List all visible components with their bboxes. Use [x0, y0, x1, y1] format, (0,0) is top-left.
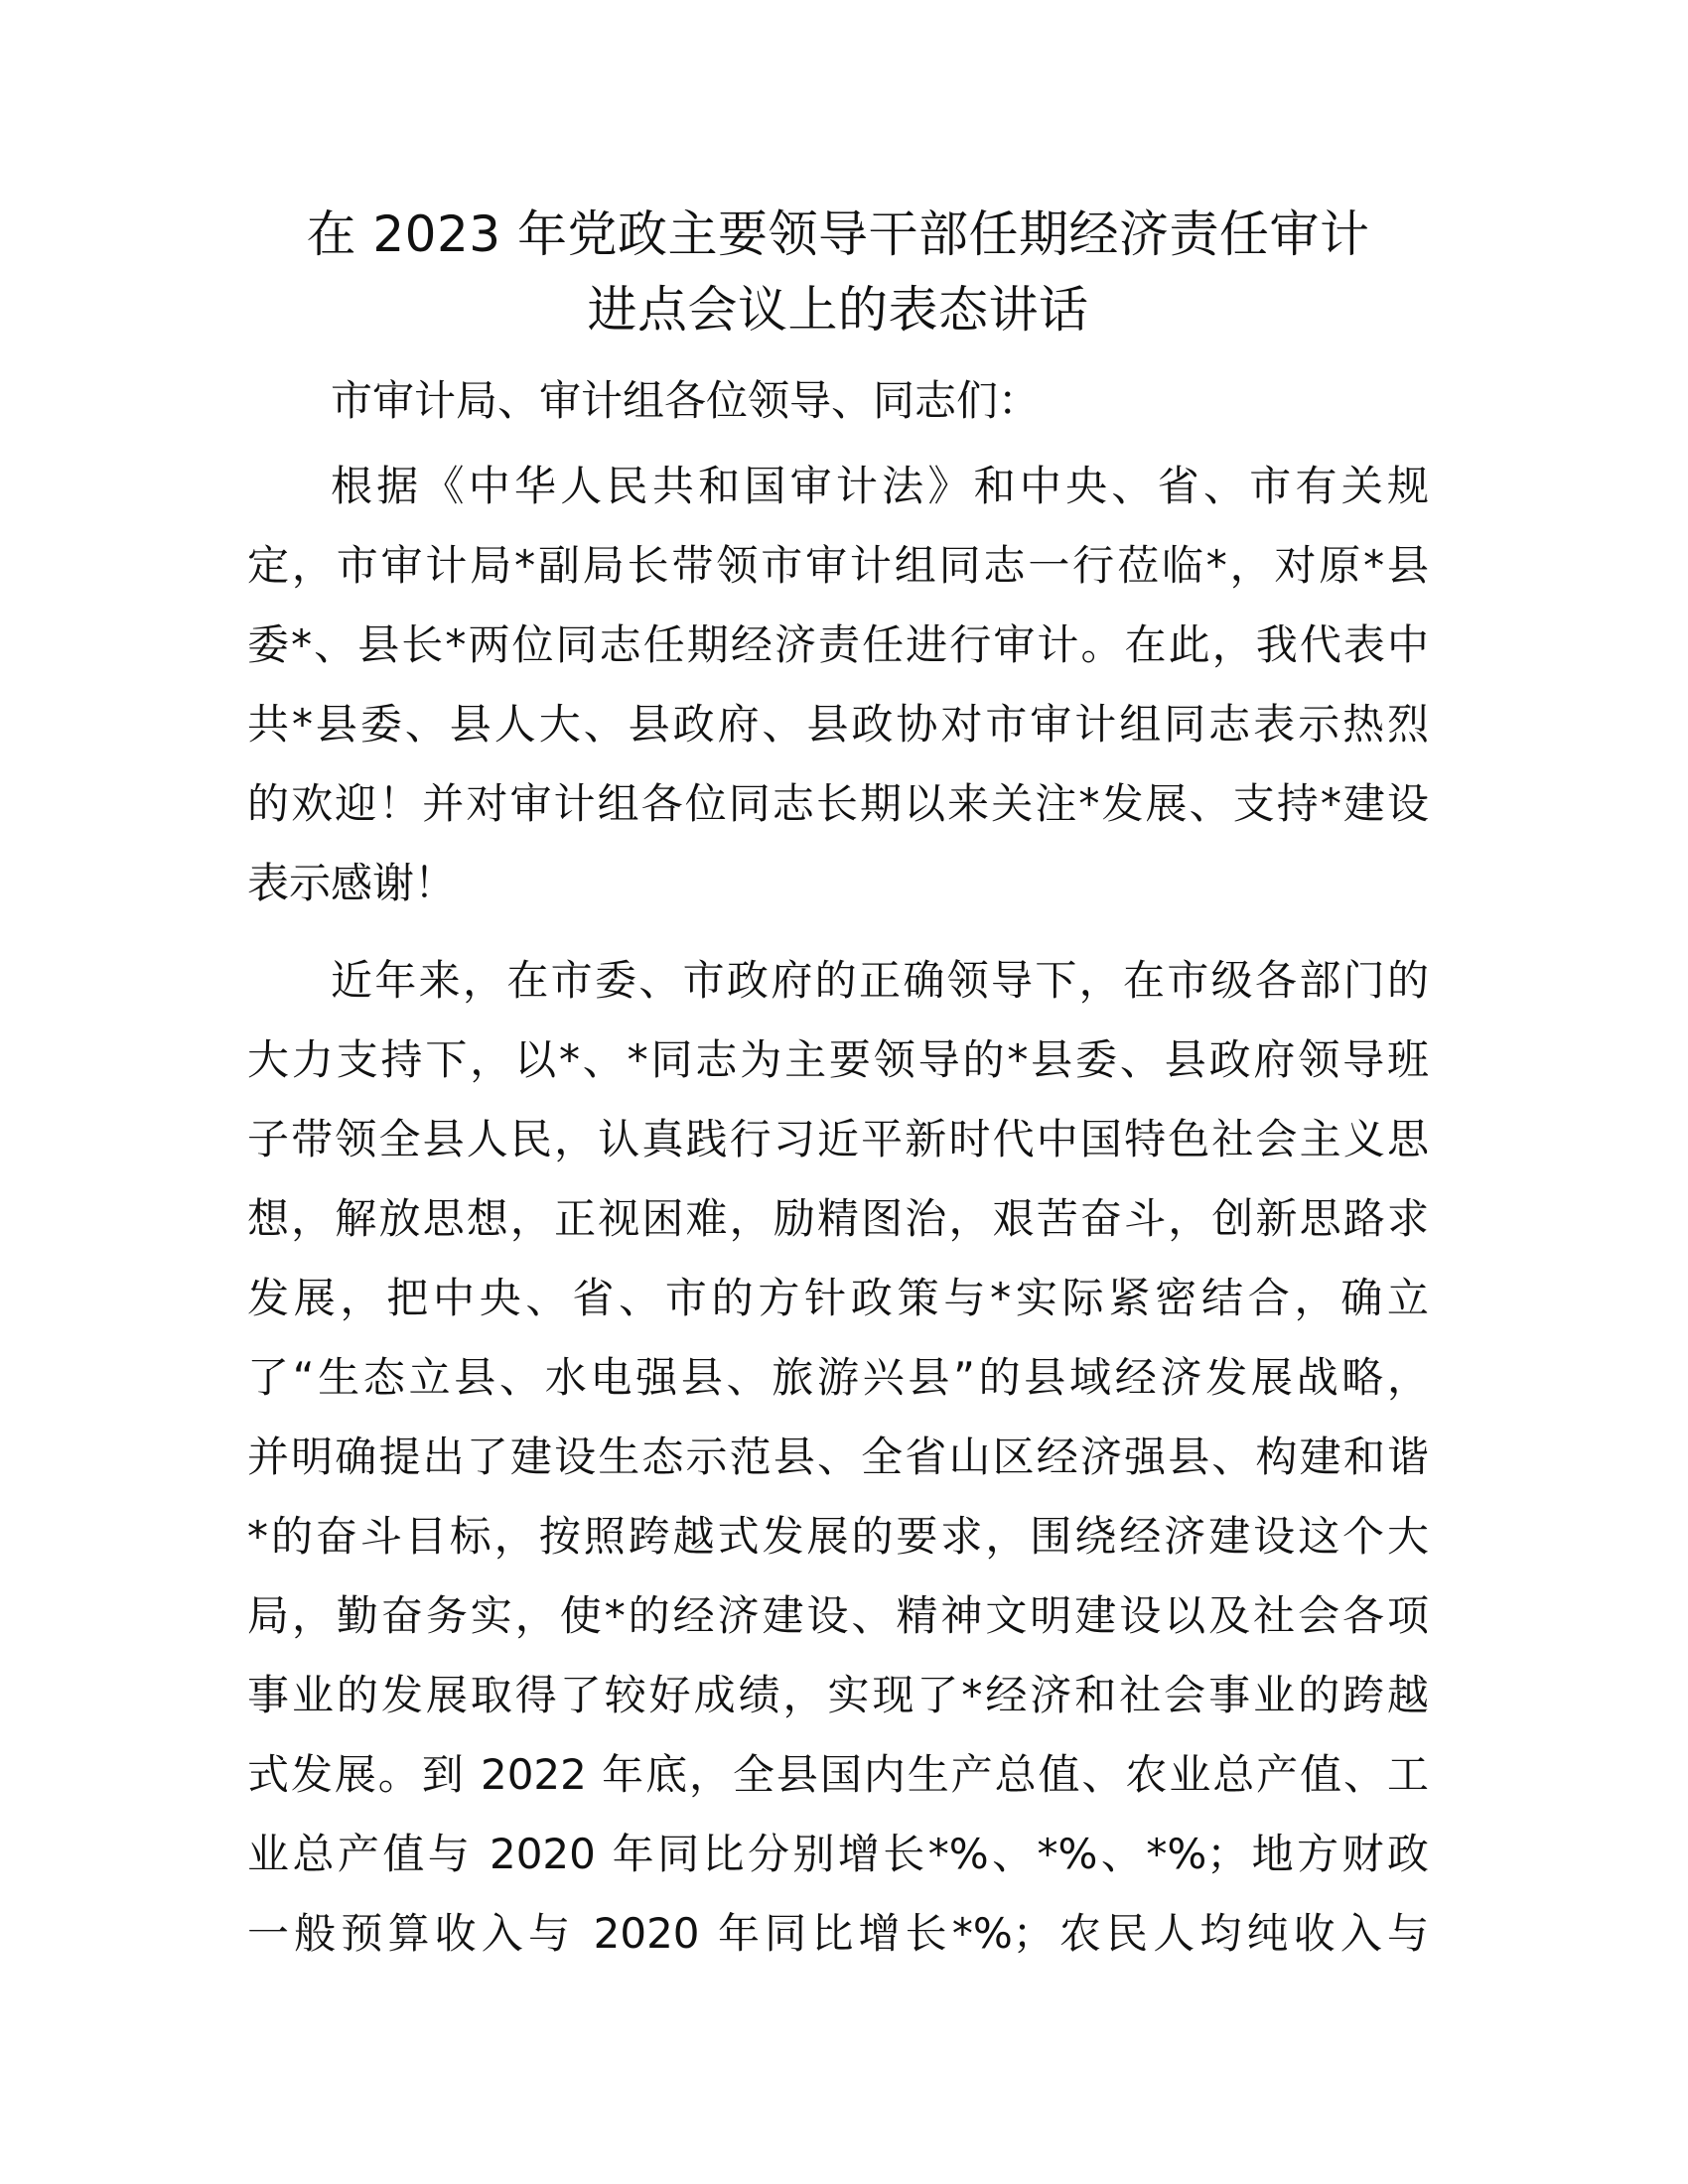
paragraph-line: 想，解放思想，正视困难，励精图治，艰苦奋斗，创新思路求: [247, 1194, 1429, 1243]
paragraph-line: 的欢迎！并对审计组各位同志长期以来关注*发展、支持*建设: [247, 779, 1429, 828]
paragraph-line: 发展，把中央、省、市的方针政策与*实际紧密结合，确立: [247, 1274, 1429, 1322]
paragraph-1: [247, 447, 1429, 923]
paragraph-line: 局，勤奋务实，使*的经济建设、精神文明建设以及社会各项: [247, 1591, 1429, 1640]
paragraph-line: 近年来，在市委、市政府的正确领导下，在市级各部门的: [331, 956, 1429, 1005]
paragraph-line: 一般预算收入与 2020 年同比增长*%；农民人均纯收入与: [247, 1909, 1429, 1958]
paragraph-line: 根据《中华人民共和国审计法》和中央、省、市有关规: [331, 462, 1429, 510]
paragraph-line: 大力支持下，以*、*同志为主要领导的*县委、县政府领导班: [247, 1035, 1429, 1084]
title-line: 在 2023 年党政主要领导干部任期经济责任审计: [306, 205, 1370, 263]
paragraph-line: 式发展。到 2022 年底，全县国内生产总值、农业总产值、工: [247, 1750, 1429, 1799]
paragraph-line: 事业的发展取得了较好成绩，实现了*经济和社会事业的跨越: [247, 1671, 1429, 1719]
paragraph-2: [247, 941, 1429, 1974]
salutation: 市审计局、审计组各位领导、同志们：: [331, 376, 1041, 425]
paragraph-line: 表示感谢！: [247, 859, 457, 907]
paragraph-line: 子带领全县人民，认真践行习近平新时代中国特色社会主义思: [247, 1115, 1429, 1163]
title-line: 进点会议上的表态讲话: [587, 281, 1089, 339]
document-title: [247, 197, 1429, 347]
paragraph-line: 共*县委、县人大、县政府、县政协对市审计组同志表示热烈: [247, 700, 1429, 749]
paragraph-line: 业总产值与 2020 年同比分别增长*%、*%、*%；地方财政: [247, 1830, 1429, 1878]
paragraph-line: 委*、县长*两位同志任期经济责任进行审计。在此，我代表中: [247, 620, 1429, 669]
paragraph-line: *的奋斗目标，按照跨越式发展的要求，围绕经济建设这个大: [247, 1512, 1429, 1561]
paragraph-line: 定，市审计局*副局长带领市审计组同志一行莅临*，对原*县: [247, 541, 1429, 590]
document-body: [247, 197, 1429, 1974]
paragraph-line: 并明确提出了建设生态示范县、全省山区经济强县、构建和谐: [247, 1433, 1429, 1481]
paragraph-line: 了“生态立县、水电强县、旅游兴县”的县域经济发展战略，: [247, 1353, 1429, 1402]
